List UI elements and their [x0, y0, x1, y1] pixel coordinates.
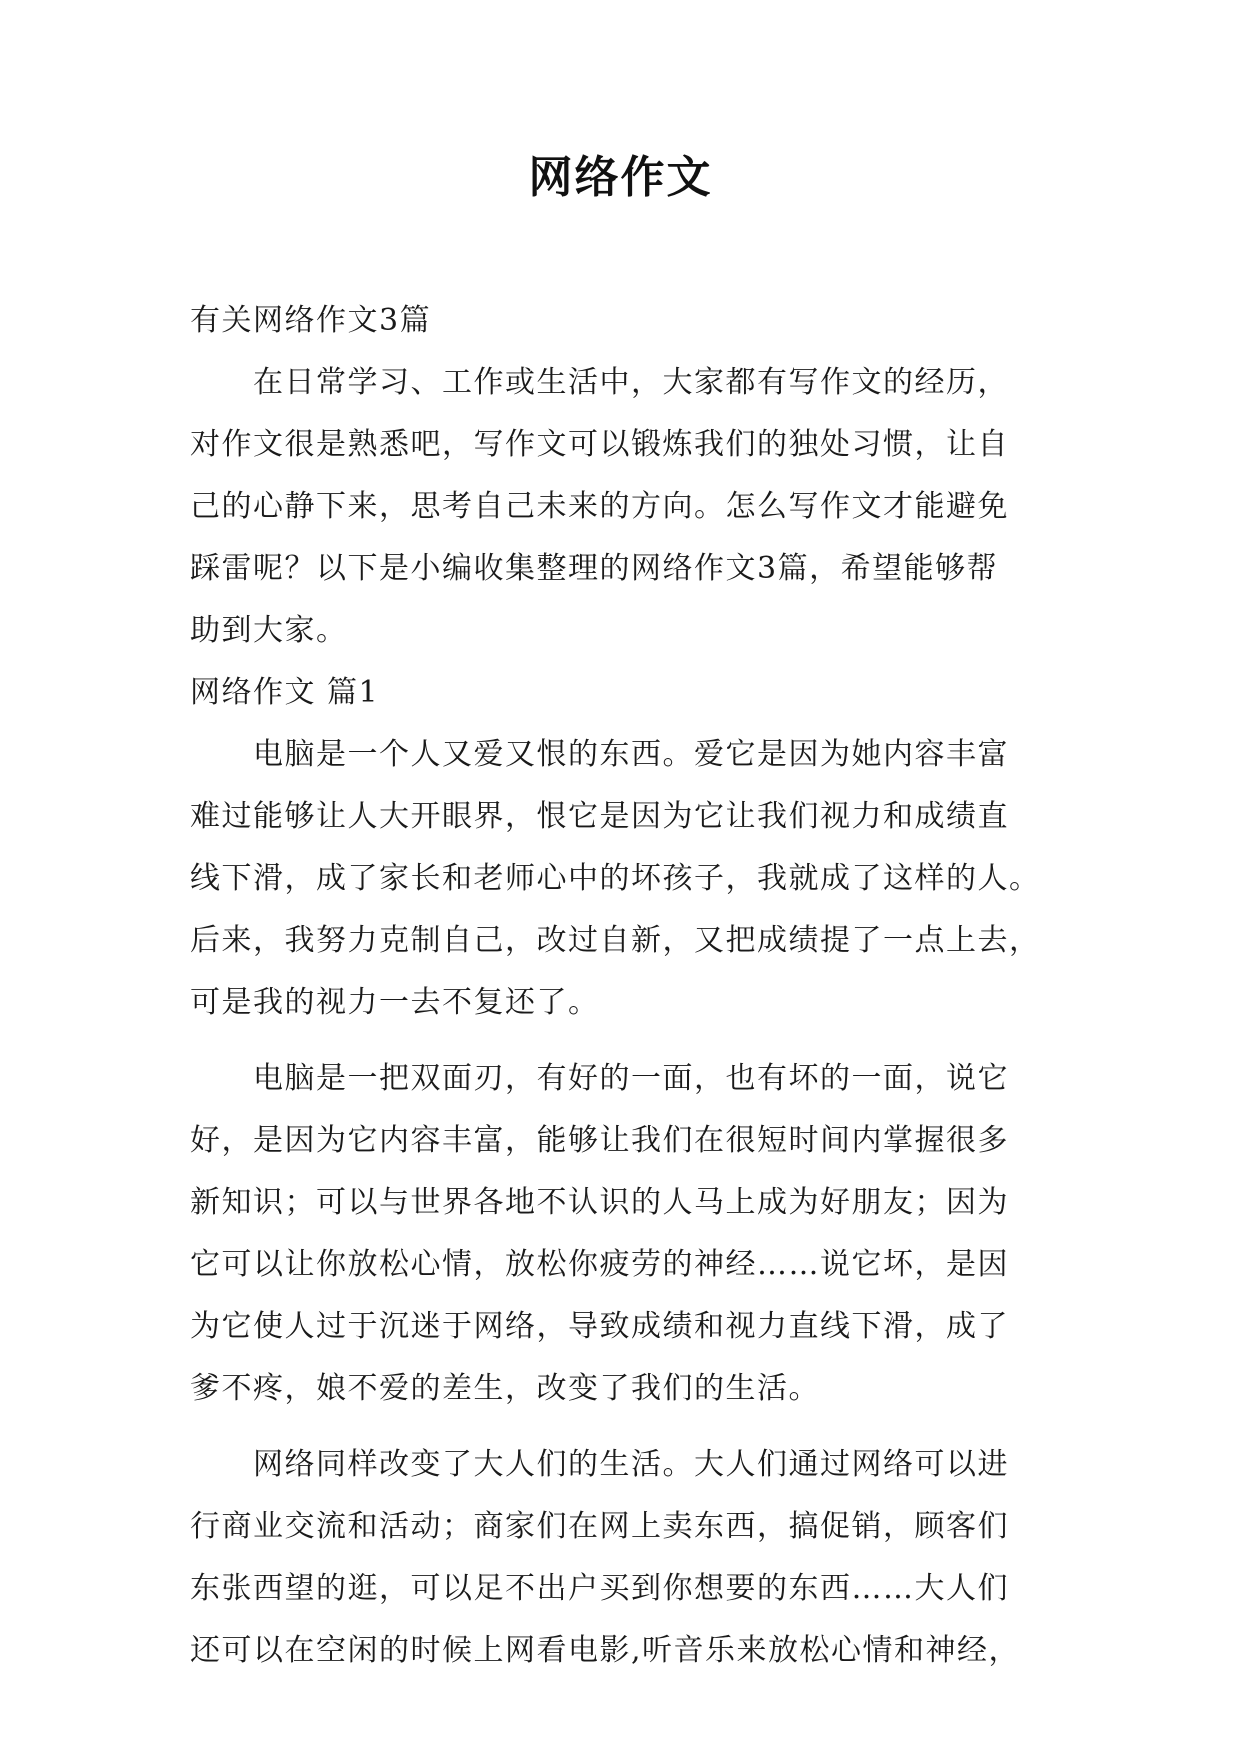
paragraph-line: 可是我的视力一去不复还了。	[190, 985, 600, 1020]
paragraph-line: 线下滑，成了家长和老师心中的坏孩子，我就成了这样的人。	[190, 861, 1041, 896]
paragraph-line: 东张西望的逛，可以足不出户买到你想要的东西……大人们	[190, 1571, 1009, 1606]
paragraph-line: 后来，我努力克制自己，改过自新，又把成绩提了一点上去，	[190, 923, 1041, 958]
paragraph-line: 为它使人过于沉迷于网络，导致成绩和视力直线下滑，成了	[190, 1309, 1009, 1344]
paragraph-line: 好，是因为它内容丰富，能够让我们在很短时间内掌握很多	[190, 1123, 1009, 1158]
paragraph-line: 新知识；可以与世界各地不认识的人马上成为好朋友；因为	[190, 1185, 1009, 1220]
intro-line: 在日常学习、工作或生活中，大家都有写作文的经历，	[190, 365, 1009, 400]
intro-line: 踩雷呢？以下是小编收集整理的网络作文3篇，希望能够帮	[190, 551, 999, 586]
document-subtitle: 有关网络作文3篇	[190, 303, 432, 338]
paragraph-line: 它可以让你放松心情，放松你疲劳的神经……说它坏，是因	[190, 1247, 1009, 1282]
section-heading: 网络作文 篇1	[190, 675, 380, 710]
paragraph-1	[190, 724, 1052, 1034]
paragraph-line: 行商业交流和活动；商家们在网上卖东西，搞促销，顾客们	[190, 1509, 1009, 1544]
intro-paragraph	[190, 352, 1052, 662]
paragraph-2	[190, 1048, 1052, 1420]
document-title: 网络作文	[528, 152, 713, 203]
paragraph-line: 电脑是一把双面刃，有好的一面，也有坏的一面，说它	[190, 1061, 1009, 1096]
paragraph-line: 爹不疼，娘不爱的差生，改变了我们的生活。	[190, 1371, 820, 1406]
paragraph-line: 网络同样改变了大人们的生活。大人们通过网络可以进	[190, 1447, 1009, 1482]
paragraph-line: 还可以在空闲的时候上网看电影,听音乐来放松心情和神经，	[190, 1633, 1021, 1668]
paragraph-line: 难过能够让人大开眼界，恨它是因为它让我们视力和成绩直	[190, 799, 1009, 834]
intro-line: 助到大家。	[190, 613, 348, 648]
intro-line: 己的心静下来，思考自己未来的方向。怎么写作文才能避免	[190, 489, 1009, 524]
document-body	[190, 290, 1052, 1682]
paragraph-3	[190, 1434, 1052, 1682]
intro-line: 对作文很是熟悉吧，写作文可以锻炼我们的独处习惯，让自	[190, 427, 1009, 462]
paragraph-line: 电脑是一个人又爱又恨的东西。爱它是因为她内容丰富	[190, 737, 1009, 772]
